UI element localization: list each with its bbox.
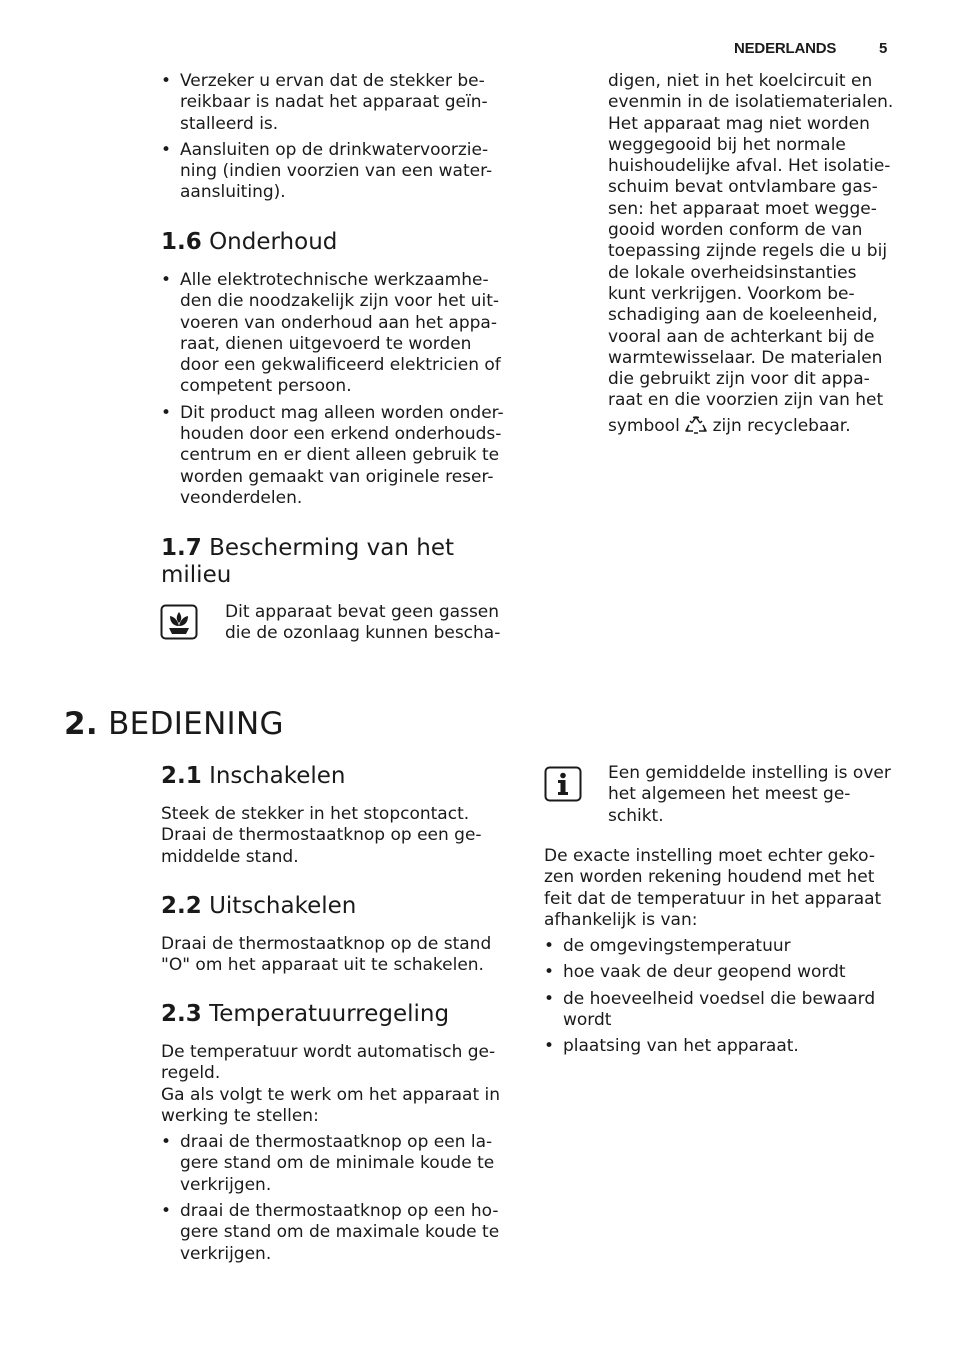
line: Steek de stekker in het stopcontact. [161,804,470,824]
list-item: • Alle elektrotechnische werkzaamhe- den die noodzakelijk zijn voor het uit- voeren van onderhoud aan het appa- raat, dienen uitgevoerd te worden door een gekwalificeerd elektricien of competent persoon. [161,270,521,398]
section-heading-2-2 [161,893,356,920]
section-number: 1.7 [161,535,202,561]
line: houden door een erkend onderhouds- [180,424,502,445]
line: centrum en er dient alleen gebruik te [180,445,500,466]
bullet-list [161,270,521,509]
line: vooral aan de achterkant bij de [608,326,875,347]
line: zen worden rekening houdend met het [544,867,875,888]
info-note-text [608,763,908,827]
line: gooid worden conform de van [608,220,863,241]
line: competent persoon. [180,376,352,397]
line: verkrijgen. [180,1243,272,1264]
line: regeld. [161,1063,221,1084]
chapter-title: BEDIENING [108,706,284,742]
line: de omgevingstemperatuur [563,936,791,957]
line: worden gemaakt van originele reser- [180,466,494,487]
line: Draai de thermostaatknop op de stand [161,934,492,954]
line: Dit product mag alleen worden onder- [180,402,504,423]
section-2-1-text [161,804,521,868]
line: "O" om het apparaat uit te schakelen. [161,955,484,976]
line: den die noodzakelijk zijn voor het uit- [180,291,500,312]
section-number: 2.2 [161,893,202,919]
line: raat en die voorzien zijn van het [608,390,884,411]
line: evenmin in de isolatiematerialen. [608,92,894,113]
line: wordt [563,1010,612,1031]
line: veonderdelen. [180,487,303,508]
line: digen, niet in het koelcircuit en [608,71,873,91]
section-2-3-text [161,1042,521,1270]
ozone-safe-icon [160,604,198,640]
section-1-7-text [225,602,515,645]
list-item: • plaatsing van het apparaat. [544,1036,914,1057]
list-item: • Dit product mag alleen worden onder- houden door een erkend onderhouds- centrum en er dient alleen gebruik te worden gemaakt van originele reser- veonderdelen. [161,403,521,509]
line: verkrijgen. [180,1174,272,1195]
bullet-list [161,71,521,204]
line: middelde stand. [161,846,299,867]
line: Draai de thermostaatknop op een ge- [161,825,482,846]
section-title: Uitschakelen [209,893,357,919]
section-title: Bescherming van het [209,535,455,561]
line: die gebruikt zijn voor dit appa- [608,369,870,390]
line: voeren van onderhoud aan het appa- [180,312,497,333]
line: sen: het apparaat moet wegge- [608,198,877,219]
line: het algemeen het meest ge- [608,784,851,805]
chapter-number: 2. [64,706,98,742]
line: schuim bevat ontvlambare gas- [608,177,878,198]
page-number: 5 [879,40,888,57]
line: plaatsing van het apparaat. [563,1036,799,1057]
line: afhankelijk is van: [544,909,698,930]
info-icon [544,766,582,802]
line: Alle elektrotechnische werkzaamhe- [180,270,489,290]
section-heading-1-6 [161,229,337,256]
section-heading-2-1 [161,763,346,790]
line: gere stand om de maximale koude te [180,1222,500,1243]
section-heading-1-7 [161,535,501,589]
line: schadiging aan de koeleenheid, [608,305,878,326]
list-item: • Aansluiten op de drinkwatervoorzie- ning (indien voorzien van een water- aansluiting). [161,140,521,204]
section-number: 1.6 [161,229,202,255]
line: symbool [608,415,680,436]
line: Aansluiten op de drinkwatervoorzie- [180,139,489,160]
line: toepassing zijnde regels die u bij [608,241,888,262]
line: huishoudelijke afval. Het isolatie- [608,156,891,177]
line: draai de thermostaatknop op een la- [180,1132,493,1153]
line: aansluiting). [180,182,286,203]
line: stalleerd is. [180,113,279,134]
section-heading-2-3 [161,1001,449,1028]
line: kunt verkrijgen. Voorkom be- [608,283,855,304]
recycle-icon [685,415,707,441]
section-2-2-text [161,934,521,977]
line: Een gemiddelde instelling is over [608,763,891,783]
line: Het apparaat mag niet worden [608,113,870,134]
header-language: NEDERLANDS [734,40,837,57]
line: de lokale overheidsinstanties [608,262,857,283]
line: werking te stellen: [161,1105,319,1126]
line: de hoeveelheid voedsel die bewaard [563,988,876,1009]
line: warmtewisselaar. De materialen [608,347,883,368]
bullet-list [544,936,914,1057]
list-item: • draai de thermostaatknop op een la- gere stand om de minimale koude te verkrijgen. [161,1132,521,1196]
line: De exacte instelling moet echter geko- [544,846,876,866]
section-title: Temperatuurregeling [209,1001,450,1027]
line: die de ozonlaag kunnen bescha- [225,623,501,644]
list-item: • draai de thermostaatknop op een ho- gere stand om de maximale koude te verkrijgen. [161,1201,521,1265]
line: raat, dienen uitgevoerd te worden [180,333,472,354]
line: door een gekwalificeerd elektricien of [180,355,501,376]
line: De temperatuur wordt automatisch ge- [161,1042,496,1062]
line: weggegooid bij het normale [608,134,846,155]
col2-bottom-paragraph [544,846,914,1063]
chapter-heading [64,706,284,742]
line: Ga als volgt te werk om het apparaat in [161,1084,501,1105]
section-1-6-bullets [161,270,521,514]
list-item: • Verzeker u ervan dat de stekker be- reikbaar is nadat het apparaat geïn- stalleerd is. [161,71,521,135]
section-title-continued: milieu [161,562,232,588]
line: ning (indien voorzien van een water- [180,161,493,182]
line: Dit apparaat bevat geen gassen [225,602,500,622]
line: gere stand om de minimale koude te [180,1153,495,1174]
line: reikbaar is nadat het apparaat geïn- [180,92,488,113]
line: zijn recyclebaar. [712,415,851,436]
line: hoe vaak de deur geopend wordt [563,962,846,983]
list-item: • de hoeveelheid voedsel die bewaard wordt [544,989,914,1032]
section-title: Onderhoud [209,229,338,255]
col1-top-bullets [161,71,521,209]
line: Verzeker u ervan dat de stekker be- [180,71,485,91]
list-item: • de omgevingstemperatuur [544,936,914,957]
section-title: Inschakelen [209,763,346,789]
section-number: 2.1 [161,763,202,789]
list-item: • hoe vaak de deur geopend wordt [544,962,914,983]
col2-top-paragraph [608,71,908,441]
line: schikt. [608,805,664,826]
recycle-line [608,415,908,441]
bullet-list [161,1132,521,1265]
line: feit dat de temperatuur in het apparaat [544,888,882,909]
section-number: 2.3 [161,1001,202,1027]
line: draai de thermostaatknop op een ho- [180,1201,499,1222]
